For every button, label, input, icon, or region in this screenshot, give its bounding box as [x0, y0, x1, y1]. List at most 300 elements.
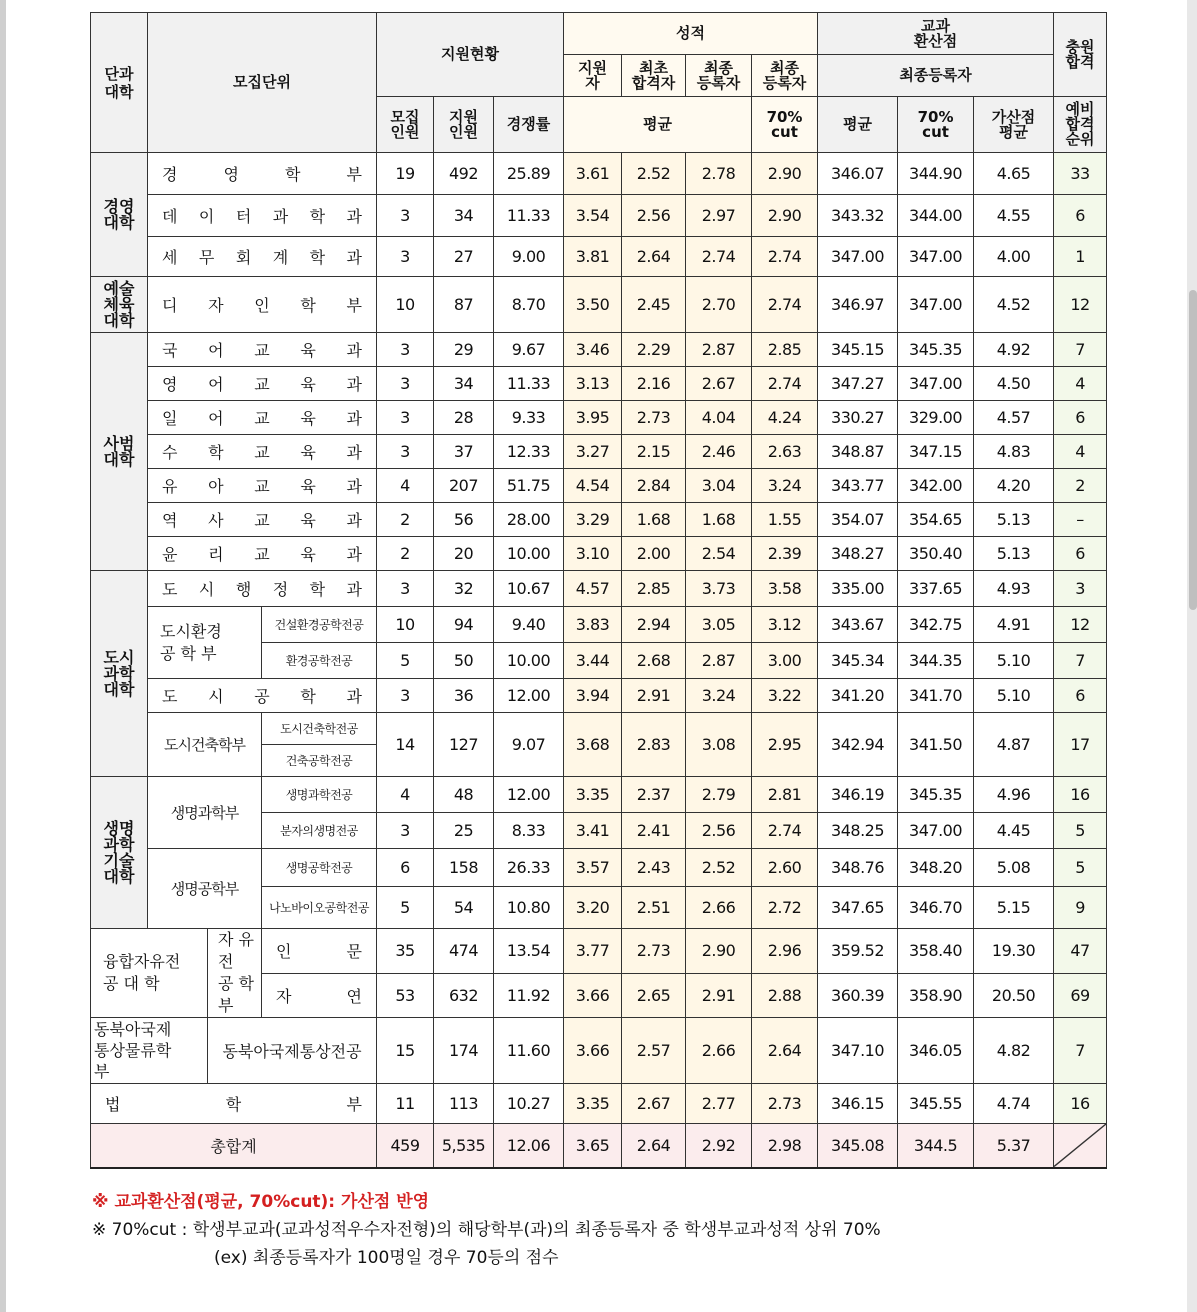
notes [92, 1188, 881, 1272]
value-cell: 12.00 [494, 679, 564, 713]
major-name: 건설환경공학전공 [262, 607, 377, 643]
value-cell: 2.73 [752, 1084, 818, 1124]
value-cell: 343.67 [818, 607, 898, 643]
grades-header: 성적 [564, 13, 818, 55]
value-cell: 5 [377, 643, 434, 679]
value-cell: 47 [1054, 929, 1107, 974]
value-cell: 4.57 [974, 401, 1054, 435]
value-cell: 492 [434, 153, 494, 195]
major-name: 생명과학전공 [262, 777, 377, 813]
value-cell: 2.66 [686, 1018, 752, 1084]
unit-name: 수 학 교 육 과 [148, 435, 377, 469]
total-value: 2.64 [622, 1124, 686, 1168]
value-cell: 5.10 [974, 643, 1054, 679]
value-cell: 2.00 [622, 537, 686, 571]
value-cell: 2.56 [686, 813, 752, 849]
value-cell: 158 [434, 849, 494, 887]
value-cell: 12 [1054, 607, 1107, 643]
value-cell: 2.74 [752, 367, 818, 401]
value-cell: 10.00 [494, 537, 564, 571]
table-row [91, 435, 1107, 469]
note-cut-definition: ※ 70%cut : 학생부교과(교과성적우수자전형)의 해당학부(과)의 최종등록자 중 학생부교과성적 상위 70% [92, 1220, 881, 1240]
value-cell: 20 [434, 537, 494, 571]
value-cell: 12.33 [494, 435, 564, 469]
value-cell: 4.20 [974, 469, 1054, 503]
value-cell: 4.65 [974, 153, 1054, 195]
value-cell: 330.27 [818, 401, 898, 435]
value-cell: 11 [377, 1084, 434, 1124]
major-name: 분자의생명전공 [262, 813, 377, 849]
value-cell: 16 [1054, 777, 1107, 813]
value-cell: 345.55 [898, 1084, 974, 1124]
value-cell: 343.32 [818, 195, 898, 237]
value-cell: 3.94 [564, 679, 622, 713]
value-cell: 344.90 [898, 153, 974, 195]
value-cell: 4.92 [974, 333, 1054, 367]
value-cell: 2.66 [686, 887, 752, 929]
value-cell: 2.67 [686, 367, 752, 401]
value-cell: 34 [434, 195, 494, 237]
total-value: 12.06 [494, 1124, 564, 1168]
value-cell: 2.43 [622, 849, 686, 887]
subunit-free-major: 자 유 전 공 학 부 [208, 929, 262, 1018]
college-urban: 도시 과학 대학 [91, 571, 148, 777]
table-row [91, 277, 1107, 333]
value-cell: 344.00 [898, 195, 974, 237]
table-row [91, 929, 1107, 974]
value-cell: 9.07 [494, 713, 564, 777]
value-cell: 13.54 [494, 929, 564, 974]
value-cell: 348.20 [898, 849, 974, 887]
value-cell: 4 [1054, 367, 1107, 401]
table-row [91, 401, 1107, 435]
value-cell: 2.45 [622, 277, 686, 333]
value-cell: 335.00 [818, 571, 898, 607]
value-cell: 2.87 [686, 643, 752, 679]
value-cell: 12.00 [494, 777, 564, 813]
value-cell: 19 [377, 153, 434, 195]
value-cell: 348.87 [818, 435, 898, 469]
value-cell: 2.78 [686, 153, 752, 195]
value-cell: 10.27 [494, 1084, 564, 1124]
value-cell: 3 [377, 435, 434, 469]
value-cell: 10.67 [494, 571, 564, 607]
value-cell: 6 [1054, 195, 1107, 237]
value-cell: 12 [1054, 277, 1107, 333]
value-cell: 347.10 [818, 1018, 898, 1084]
total-label: 총합계 [91, 1124, 377, 1168]
value-cell: 2 [1054, 469, 1107, 503]
value-cell: 2.73 [622, 401, 686, 435]
table-row [91, 195, 1107, 237]
value-cell: 4 [377, 777, 434, 813]
value-cell: 8.70 [494, 277, 564, 333]
value-cell: 3.66 [564, 973, 622, 1018]
value-cell: 2.95 [752, 713, 818, 777]
value-cell: 2.65 [622, 973, 686, 1018]
value-cell: 2.54 [686, 537, 752, 571]
college-education: 사범 대학 [91, 333, 148, 571]
value-cell: 10 [377, 607, 434, 643]
value-cell: 2.84 [622, 469, 686, 503]
value-cell: 4.57 [564, 571, 622, 607]
value-cell: 347.00 [898, 237, 974, 277]
value-cell: 347.27 [818, 367, 898, 401]
value-cell: 346.97 [818, 277, 898, 333]
value-cell: 2.67 [622, 1084, 686, 1124]
value-cell: 3.12 [752, 607, 818, 643]
unit-name: 유 아 교 육 과 [148, 469, 377, 503]
value-cell: 348.27 [818, 537, 898, 571]
value-cell: 354.65 [898, 503, 974, 537]
value-cell: 27 [434, 237, 494, 277]
subunit-urban-env: 도시환경 공 학 부 [148, 607, 262, 679]
value-cell: 344.35 [898, 643, 974, 679]
value-cell: 207 [434, 469, 494, 503]
value-cell: 94 [434, 607, 494, 643]
value-cell: 5 [377, 887, 434, 929]
value-cell: 4.24 [752, 401, 818, 435]
value-cell: 3.27 [564, 435, 622, 469]
value-cell: 3 [377, 679, 434, 713]
value-cell: 3.50 [564, 277, 622, 333]
college-header: 단과 대학 [91, 13, 148, 153]
value-cell: 2.52 [622, 153, 686, 195]
value-cell: 2.15 [622, 435, 686, 469]
value-cell: 11.33 [494, 367, 564, 401]
value-cell: 3.08 [686, 713, 752, 777]
value-cell: 2.85 [622, 571, 686, 607]
value-cell: 3.00 [752, 643, 818, 679]
table-row [91, 571, 1107, 607]
conv-avg-header: 평균 [818, 97, 898, 153]
note-conversion: ※ 교과환산점(평균, 70%cut): 가산점 반영 [92, 1192, 430, 1212]
table-row [91, 1084, 1107, 1124]
value-cell: 3.58 [752, 571, 818, 607]
value-cell: 6 [377, 849, 434, 887]
value-cell: 348.76 [818, 849, 898, 887]
value-cell: 346.70 [898, 887, 974, 929]
value-cell: 346.15 [818, 1084, 898, 1124]
value-cell: 3.81 [564, 237, 622, 277]
unit-name: 동북아국제통상전공 [208, 1018, 377, 1084]
value-cell: 54 [434, 887, 494, 929]
grade-avg-header: 평균 [564, 97, 752, 153]
value-cell: 4.54 [564, 469, 622, 503]
value-cell: 48 [434, 777, 494, 813]
value-cell: 8.33 [494, 813, 564, 849]
value-cell: 25.89 [494, 153, 564, 195]
value-cell: 3 [377, 401, 434, 435]
unit-name: 경 영 학 부 [148, 153, 377, 195]
value-cell: 35 [377, 929, 434, 974]
subunit-life-sci: 생명과학부 [148, 777, 262, 849]
value-cell: 69 [1054, 973, 1107, 1018]
value-cell: 3 [377, 237, 434, 277]
value-cell: 342.75 [898, 607, 974, 643]
subunit-urban-arch: 도시건축학부 [148, 713, 262, 777]
value-cell: 2.90 [752, 195, 818, 237]
value-cell: 2.72 [752, 887, 818, 929]
value-cell: 3.73 [686, 571, 752, 607]
value-cell: 3 [377, 333, 434, 367]
table-row [91, 503, 1107, 537]
college-northeast: 동북아국제 통상물류학 부 [91, 1018, 208, 1084]
value-cell: 341.20 [818, 679, 898, 713]
value-cell: 2.52 [686, 849, 752, 887]
value-cell: 2.96 [752, 929, 818, 974]
value-cell: 56 [434, 503, 494, 537]
value-cell: 20.50 [974, 973, 1054, 1018]
value-cell: 4.45 [974, 813, 1054, 849]
value-cell: 11.60 [494, 1018, 564, 1084]
unit-name: 세 무 회 계 학 과 [148, 237, 377, 277]
table-row [91, 1018, 1107, 1084]
college-convergence: 융합자유전 공 대 학 [91, 929, 208, 1018]
value-cell: 33 [1054, 153, 1107, 195]
value-cell: 348.25 [818, 813, 898, 849]
value-cell: 11.92 [494, 973, 564, 1018]
value-cell: 346.05 [898, 1018, 974, 1084]
applicants-header: 지원 인원 [434, 97, 494, 153]
value-cell: 9.33 [494, 401, 564, 435]
college-life: 생명 과학 기술 대학 [91, 777, 148, 929]
value-cell: 337.65 [898, 571, 974, 607]
value-cell: 2.91 [622, 679, 686, 713]
value-cell: 3.04 [686, 469, 752, 503]
value-cell: 2.87 [686, 333, 752, 367]
college-business: 경영 대학 [91, 153, 148, 277]
grade-final-reg-header: 최종 등록자 [686, 55, 752, 97]
subunit-life-eng: 생명공학부 [148, 849, 262, 929]
total-value: 344.5 [898, 1124, 974, 1168]
value-cell: 3.05 [686, 607, 752, 643]
scrollbar-thumb[interactable] [1189, 290, 1197, 610]
value-cell: 3.24 [686, 679, 752, 713]
value-cell: 10.80 [494, 887, 564, 929]
value-cell: 3.24 [752, 469, 818, 503]
value-cell: 2.97 [686, 195, 752, 237]
value-cell: 2.70 [686, 277, 752, 333]
total-value: 2.92 [686, 1124, 752, 1168]
value-cell: 345.35 [898, 777, 974, 813]
value-cell: 3.61 [564, 153, 622, 195]
value-cell: 7 [1054, 643, 1107, 679]
value-cell: 2.41 [622, 813, 686, 849]
major-name: 생명공학전공 [262, 849, 377, 887]
total-value: 5.37 [974, 1124, 1054, 1168]
grade-first-pass-header: 최초 합격자 [622, 55, 686, 97]
table-row [91, 469, 1107, 503]
value-cell: 2.74 [752, 813, 818, 849]
value-cell: 4.04 [686, 401, 752, 435]
major-name: 나노바이오공학전공 [262, 887, 377, 929]
application-header: 지원현황 [377, 13, 564, 97]
value-cell: 28 [434, 401, 494, 435]
value-cell: 15 [377, 1018, 434, 1084]
conversion-header: 교과 환산점 [818, 13, 1054, 55]
value-cell: 2.57 [622, 1018, 686, 1084]
value-cell: 347.00 [898, 277, 974, 333]
value-cell: 632 [434, 973, 494, 1018]
unit-name: 역 사 교 육 과 [148, 503, 377, 537]
value-cell: 3 [1054, 571, 1107, 607]
value-cell: 1 [1054, 237, 1107, 277]
value-cell: 2.51 [622, 887, 686, 929]
value-cell: 17 [1054, 713, 1107, 777]
value-cell: 3.29 [564, 503, 622, 537]
value-cell: 3.95 [564, 401, 622, 435]
unit-name: 도 시 행 정 학 과 [148, 571, 377, 607]
value-cell: 9.67 [494, 333, 564, 367]
total-value: 2.98 [752, 1124, 818, 1168]
value-cell: 11.33 [494, 195, 564, 237]
value-cell: 3.66 [564, 1018, 622, 1084]
grade-final-reg-cut-header: 최종 등록자 [752, 55, 818, 97]
admission-results-table [90, 12, 1107, 1169]
value-cell: 346.19 [818, 777, 898, 813]
table-row [91, 777, 1107, 813]
value-cell: 2.56 [622, 195, 686, 237]
value-cell: 10.00 [494, 643, 564, 679]
grade-cut-header: 70% cut [752, 97, 818, 153]
value-cell: 3 [377, 571, 434, 607]
value-cell: 2.85 [752, 333, 818, 367]
value-cell: 347.15 [898, 435, 974, 469]
value-cell: 2.94 [622, 607, 686, 643]
value-cell: 2 [377, 503, 434, 537]
value-cell: 2.88 [752, 973, 818, 1018]
value-cell: 342.94 [818, 713, 898, 777]
value-cell: 5.13 [974, 537, 1054, 571]
value-cell: 4.96 [974, 777, 1054, 813]
value-cell: 5.10 [974, 679, 1054, 713]
value-cell: 34 [434, 367, 494, 401]
value-cell: 2.16 [622, 367, 686, 401]
value-cell: 127 [434, 713, 494, 777]
value-cell: 3.57 [564, 849, 622, 887]
conv-final-reg-header: 최종등록자 [818, 55, 1054, 97]
major-name: 환경공학전공 [262, 643, 377, 679]
unit-name: 법 학 부 [91, 1084, 377, 1124]
value-cell: 4.83 [974, 435, 1054, 469]
value-cell: 2.46 [686, 435, 752, 469]
value-cell: 2.83 [622, 713, 686, 777]
value-cell: 3.44 [564, 643, 622, 679]
unit-name: 일 어 교 육 과 [148, 401, 377, 435]
table-row [91, 333, 1107, 367]
value-cell: 2.74 [686, 237, 752, 277]
value-cell: 9.40 [494, 607, 564, 643]
note-example: (ex) 최종등록자가 100명일 경우 70등의 점수 [214, 1248, 559, 1268]
value-cell: 5.13 [974, 503, 1054, 537]
table-row [91, 849, 1107, 887]
value-cell: 2.81 [752, 777, 818, 813]
value-cell: 359.52 [818, 929, 898, 974]
value-cell: 3.20 [564, 887, 622, 929]
value-cell: 6 [1054, 679, 1107, 713]
total-row [91, 1124, 1107, 1168]
unit-name: 인 문 [262, 929, 377, 974]
unit-header: 모집단위 [148, 13, 377, 153]
value-cell: 3 [377, 367, 434, 401]
value-cell: 36 [434, 679, 494, 713]
value-cell: 343.77 [818, 469, 898, 503]
college-arts: 예술 체육 대학 [91, 277, 148, 333]
grade-applicant-header: 지원 자 [564, 55, 622, 97]
value-cell: 347.00 [818, 237, 898, 277]
value-cell: 3.83 [564, 607, 622, 643]
value-cell: 2.74 [752, 277, 818, 333]
value-cell: 2.60 [752, 849, 818, 887]
major-name: 도시건축학전공 [262, 713, 377, 745]
ratio-header: 경쟁률 [494, 97, 564, 153]
value-cell: 4.82 [974, 1018, 1054, 1084]
window-right-edge [1187, 0, 1197, 1312]
value-cell: 2.37 [622, 777, 686, 813]
value-cell: 3.46 [564, 333, 622, 367]
value-cell: 341.70 [898, 679, 974, 713]
major-name: 건축공학전공 [262, 745, 377, 777]
value-cell: 10 [377, 277, 434, 333]
value-cell: 4.91 [974, 607, 1054, 643]
value-cell: 2.91 [686, 973, 752, 1018]
value-cell: 354.07 [818, 503, 898, 537]
value-cell: 3 [377, 813, 434, 849]
unit-name: 데 이 터 과 학 과 [148, 195, 377, 237]
total-value: 345.08 [818, 1124, 898, 1168]
value-cell: 7 [1054, 1018, 1107, 1084]
value-cell: 29 [434, 333, 494, 367]
value-cell: 51.75 [494, 469, 564, 503]
value-cell: 358.40 [898, 929, 974, 974]
unit-name: 영 어 교 육 과 [148, 367, 377, 401]
value-cell: 3.77 [564, 929, 622, 974]
value-cell: 474 [434, 929, 494, 974]
value-cell: 174 [434, 1018, 494, 1084]
value-cell: 4 [377, 469, 434, 503]
value-cell: 4.87 [974, 713, 1054, 777]
value-cell: 350.40 [898, 537, 974, 571]
value-cell: 4.50 [974, 367, 1054, 401]
value-cell: 347.65 [818, 887, 898, 929]
value-cell: 358.90 [898, 973, 974, 1018]
value-cell: 113 [434, 1084, 494, 1124]
table-row [91, 713, 1107, 745]
value-cell: 2.64 [752, 1018, 818, 1084]
value-cell: 2.79 [686, 777, 752, 813]
value-cell: 342.00 [898, 469, 974, 503]
unit-name: 자 연 [262, 973, 377, 1018]
value-cell: 1.55 [752, 503, 818, 537]
value-cell: 16 [1054, 1084, 1107, 1124]
table-row [91, 237, 1107, 277]
value-cell: 25 [434, 813, 494, 849]
value-cell: 7 [1054, 333, 1107, 367]
value-cell: 14 [377, 713, 434, 777]
unit-name: 국 어 교 육 과 [148, 333, 377, 367]
value-cell: 4.74 [974, 1084, 1054, 1124]
value-cell: 6 [1054, 401, 1107, 435]
table-row [91, 537, 1107, 571]
extra-rank-header: 예비 합격 순위 [1054, 97, 1107, 153]
value-cell: 2.74 [752, 237, 818, 277]
window-left-edge [0, 0, 6, 1312]
value-cell: 5 [1054, 849, 1107, 887]
conv-cut-header: 70% cut [898, 97, 974, 153]
value-cell: 26.33 [494, 849, 564, 887]
value-cell: 3.35 [564, 1084, 622, 1124]
